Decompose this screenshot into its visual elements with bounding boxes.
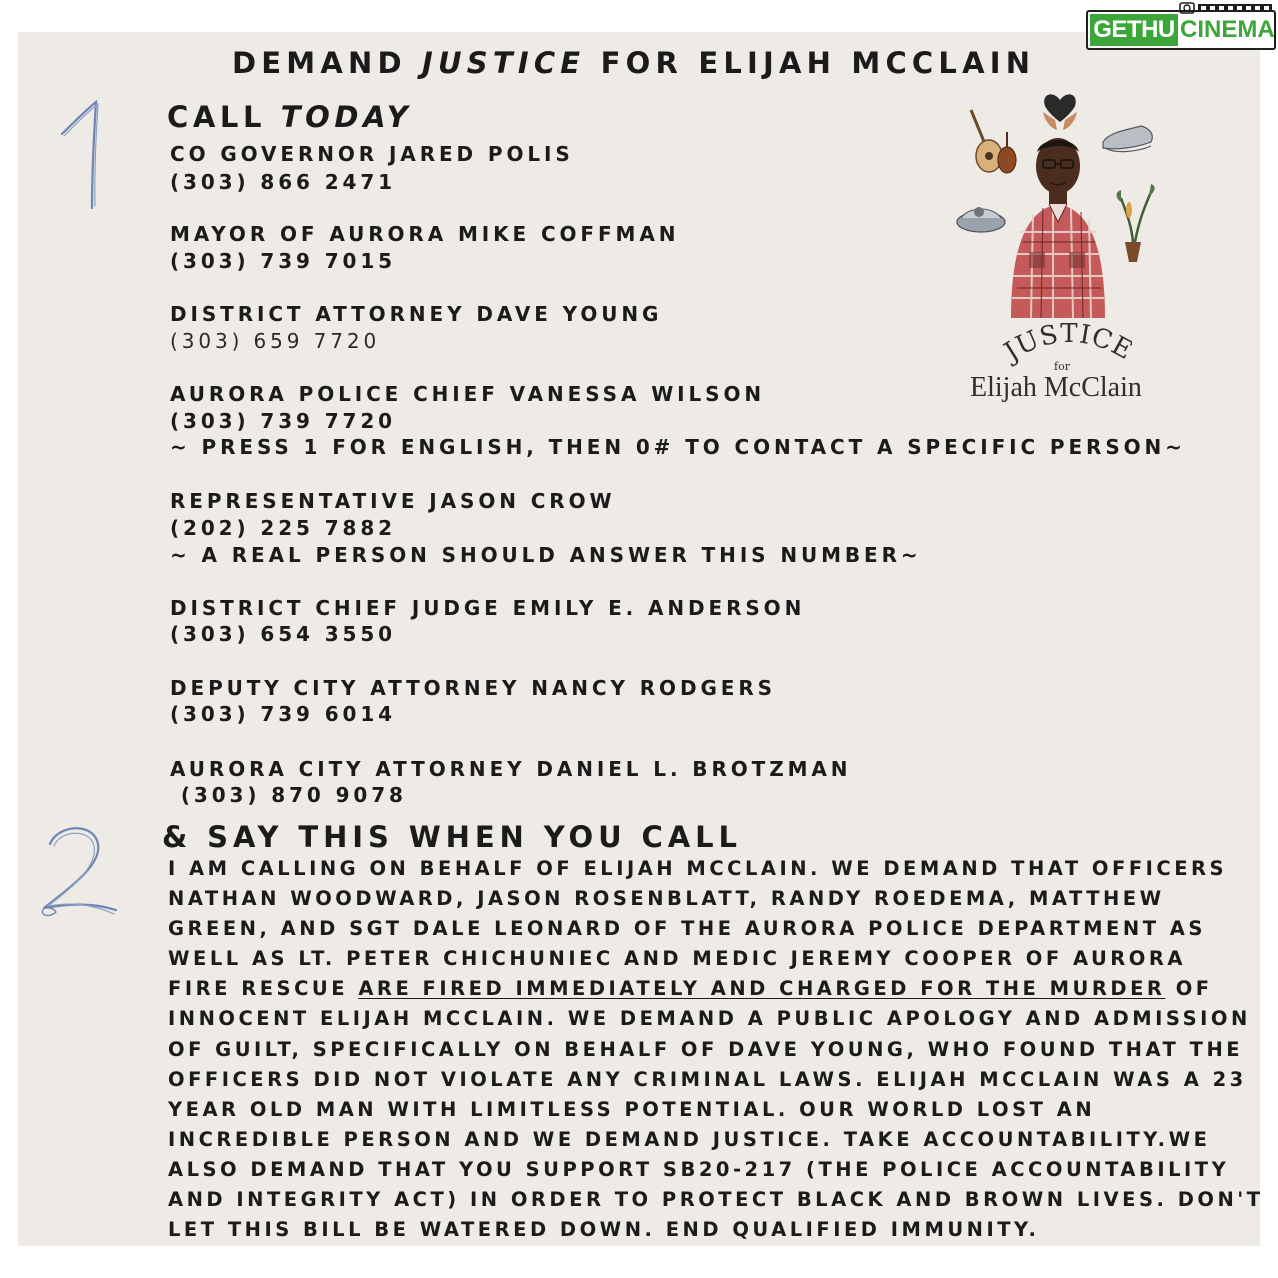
svg-text:JUSTICE: USTIC: [1011, 320, 1118, 362]
script-line: LET THIS BILL BE WATERED DOWN. END QUALIFIED IMMUNITY.: [168, 1218, 1040, 1241]
section-number-2: [28, 816, 124, 920]
contact-name: AURORA POLICE CHIEF VANESSA WILSON: [170, 382, 765, 406]
film-strip-icon: [1198, 4, 1272, 12]
watermark-text-2: CINEMA: [1180, 16, 1275, 43]
watermark-box: [1086, 10, 1276, 50]
section-1-heading: CALL TODAY: [167, 100, 413, 134]
script-line: OF GUILT, SPECIFICALLY ON BEHALF OF DAVE YOUNG, WHO FOUND THAT THE: [168, 1038, 1244, 1061]
contact-phone: (202) 225 7882: [170, 516, 396, 540]
contact-phone: (303) 866 2471: [170, 170, 396, 194]
script-line: I AM CALLING ON BEHALF OF ELIJAH MCCLAIN. WE DEMAND THAT OFFICERS: [168, 857, 1228, 880]
guitar-violin-icon: [971, 110, 1016, 173]
watermark: [1086, 4, 1274, 48]
justice-logo-lettering: [1002, 320, 1132, 372]
logo-name: Elijah McClain: [970, 372, 1142, 403]
script-line: INNOCENT ELIJAH MCCLAIN. WE DEMAND A PUBLIC APOLOGY AND ADMISSION: [168, 1007, 1251, 1030]
contact-phone: (303) 739 7015: [170, 249, 396, 273]
script-line: FIRE RESCUE ARE FIRED IMMEDIATELY AND CHARGED FOR THE MURDER OF: [168, 977, 1213, 1000]
contact-phone: (303) 659 7720: [170, 329, 381, 353]
heart-hands-icon: [1043, 94, 1077, 130]
cat-bowl-icon: [957, 207, 1005, 232]
contact-phone: (303) 870 9078: [170, 783, 407, 807]
logo-script-text: [1002, 320, 1132, 380]
section-number-1: [54, 96, 110, 214]
plants-icon: [1117, 184, 1155, 262]
section-2-heading: & SAY THIS WHEN YOU CALL: [162, 820, 742, 854]
contact-name: MAYOR OF AURORA MIKE COFFMAN: [170, 222, 680, 246]
contact-note: ~ PRESS 1 FOR ENGLISH, THEN 0# TO CONTACT A SPECIFIC PERSON~: [170, 435, 1186, 459]
contact-name: DISTRICT ATTORNEY DAVE YOUNG: [170, 302, 663, 326]
page-title: DEMAND JUSTICE FOR ELIJAH MCCLAIN: [232, 46, 1036, 80]
contact-phone: (303) 739 6014: [170, 702, 396, 726]
contact-phone: (303) 739 7720: [170, 409, 396, 433]
sneakers-icon: [1103, 126, 1152, 152]
watermark-text-1: GETHU: [1090, 14, 1178, 46]
contact-phone: (303) 654 3550: [170, 622, 396, 646]
contact-name: REPRESENTATIVE JASON CROW: [170, 489, 616, 513]
script-line: ALSO DEMAND THAT YOU SUPPORT SB20-217 (THE POLICE ACCOUNTABILITY: [168, 1158, 1230, 1181]
script-line: YEAR OLD MAN WITH LIMITLESS POTENTIAL. OUR WORLD LOST AN: [168, 1098, 1096, 1121]
contact-name: DISTRICT CHIEF JUDGE EMILY E. ANDERSON: [170, 596, 806, 620]
underlined-demand: ARE FIRED IMMEDIATELY AND CHARGED FOR THE MURDER: [358, 977, 1166, 1000]
script-line: WELL AS LT. PETER CHICHUNIEC AND MEDIC JEREMY COOPER OF AURORA: [168, 947, 1186, 970]
script-line: AND INTEGRITY ACT) IN ORDER TO PROTECT BLACK AND BROWN LIVES. DON'T: [168, 1188, 1264, 1211]
contact-name: CO GOVERNOR JARED POLIS: [170, 142, 574, 166]
contact-name: DEPUTY CITY ATTORNEY NANCY RODGERS: [170, 676, 776, 700]
contact-note: ~ A REAL PERSON SHOULD ANSWER THIS NUMBER~: [170, 543, 922, 567]
svg-text:for: for: [1054, 360, 1070, 372]
portrait: [1011, 138, 1105, 318]
script-line: NATHAN WOODWARD, JASON ROSENBLATT, RANDY ROEDEMA, MATTHEW: [168, 887, 1165, 910]
script-line: INCREDIBLE PERSON AND WE DEMAND JUSTICE. TAKE ACCOUNTABILITY.WE: [168, 1128, 1211, 1151]
contact-name: AURORA CITY ATTORNEY DANIEL L. BROTZMAN: [170, 757, 852, 781]
script-line: OFFICERS DID NOT VIOLATE ANY CRIMINAL LAWS. ELIJAH MCCLAIN WAS A 23: [168, 1068, 1247, 1091]
script-line: GREEN, AND SGT DALE LEONARD OF THE AURORA POLICE DEPARTMENT AS: [168, 917, 1206, 940]
